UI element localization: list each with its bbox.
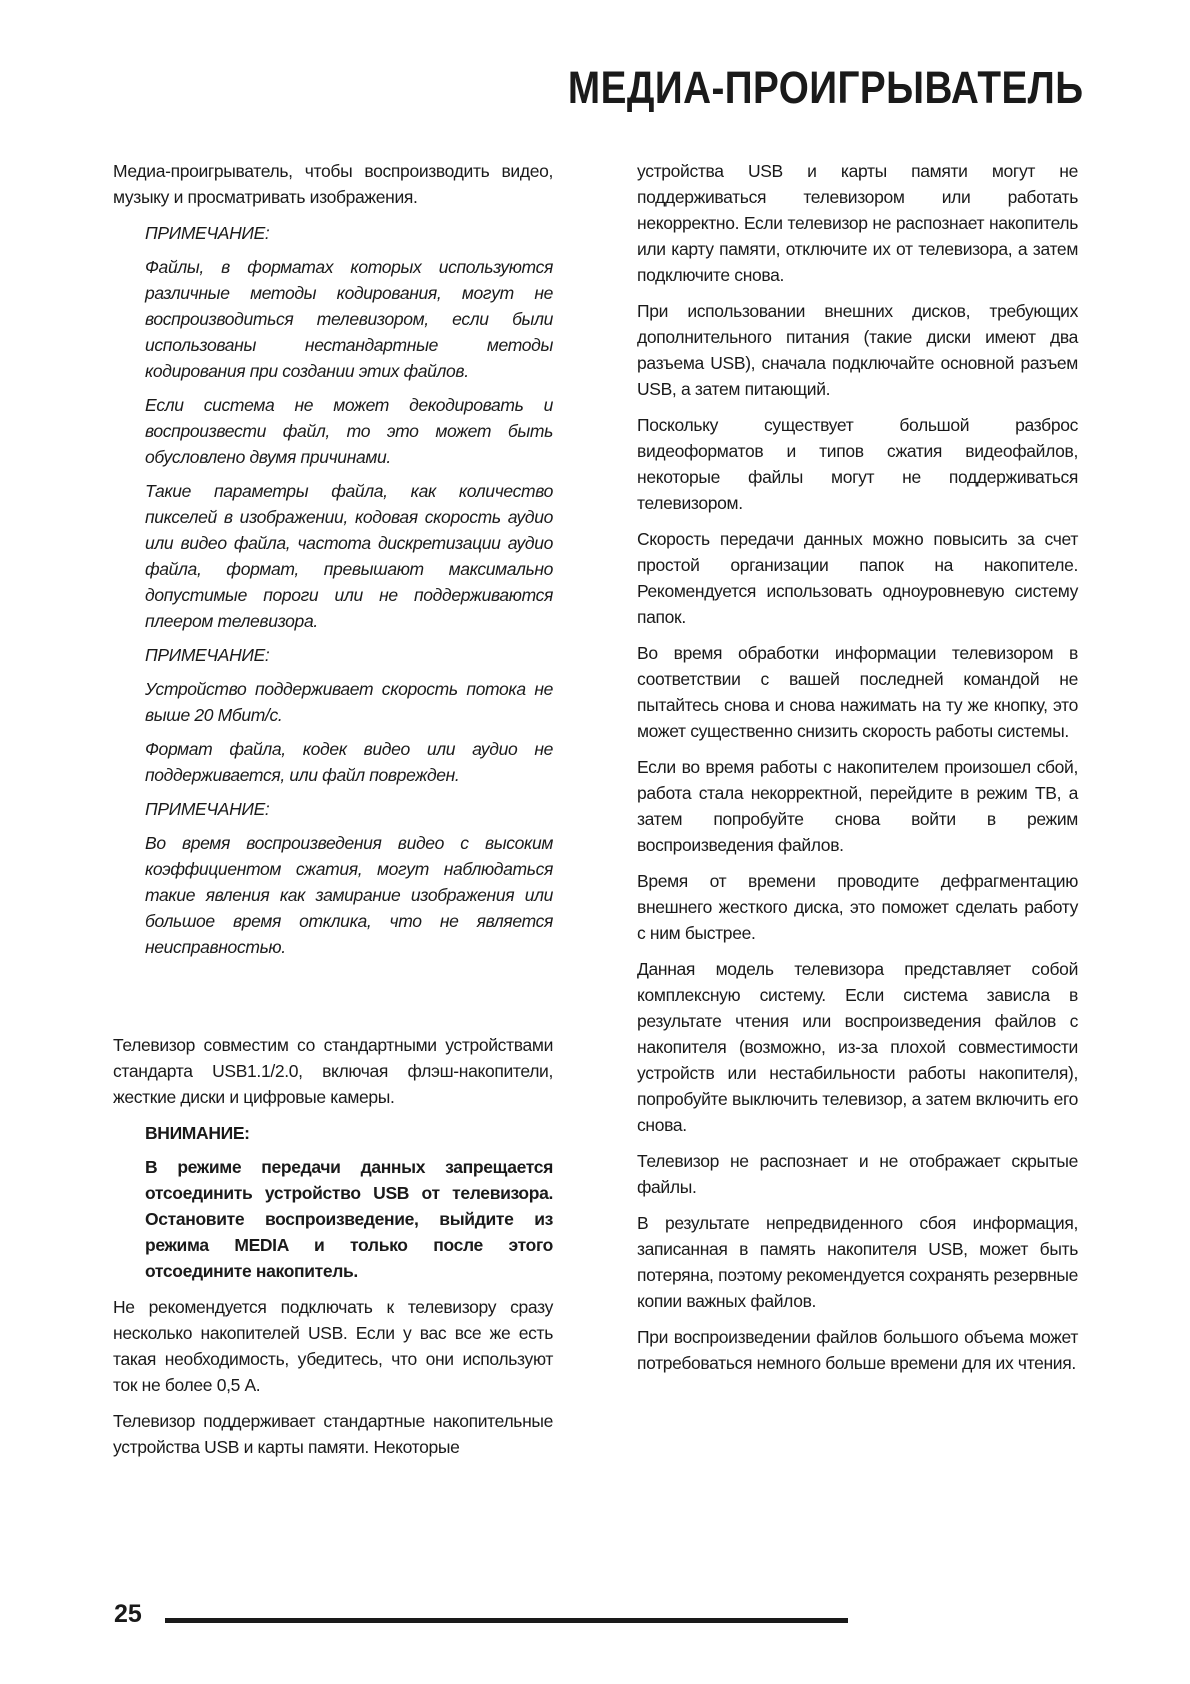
page-number: 25 bbox=[114, 1600, 142, 1628]
warning-block bbox=[113, 1120, 553, 1284]
body-paragraph: устройства USB и карты памяти могут не поддерживаться телевизором или работать некорректно. Если телевизор не распознает накопитель или карту памяти, отключите их от телевизора, а затем подключите снова. bbox=[637, 161, 1078, 285]
warning-label: ВНИМАНИЕ: bbox=[145, 1123, 250, 1143]
body-paragraph: Телевизор не распознает и не отображает скрытые файлы. bbox=[637, 1151, 1078, 1197]
intro-paragraph: Медиа-проигрыватель, чтобы воспроизводить видео, музыку и просматривать изображения. bbox=[113, 161, 553, 207]
body-paragraph: Если во время работы с накопителем произошел сбой, работа стала некорректной, перейдите в режим ТВ, а затем попробуйте снова войти в режим воспроизведения файлов. bbox=[637, 757, 1078, 855]
note-paragraph: Файлы, в форматах которых используются различные методы кодирования, могут не воспроизводиться телевизором, если были использованы нестандартные методы кодирования при создании этих файлов. bbox=[145, 257, 553, 381]
left-column bbox=[113, 158, 553, 1470]
usb-compat-paragraph: Телевизор совместим со стандартными устройствами стандарта USB1.1/2.0, включая флэш-накопители, жесткие диски и цифровые камеры. bbox=[113, 1035, 553, 1107]
page-title: МЕДИА-ПРОИГРЫВАТЕЛЬ bbox=[568, 62, 1084, 113]
section-gap bbox=[113, 968, 553, 1032]
note-label: ПРИМЕЧАНИЕ: bbox=[145, 645, 270, 665]
body-paragraph: При использовании внешних дисков, требующих дополнительного питания (такие диски имеют два разъема USB), сначала подключайте основной разъем USB, а затем питающий. bbox=[637, 301, 1078, 399]
right-column bbox=[637, 158, 1078, 1386]
body-paragraph: Скорость передачи данных можно повысить за счет простой организации папок на накопителе. Рекомендуется использовать одноуровневую систему папок. bbox=[637, 529, 1078, 627]
note-block-3 bbox=[113, 796, 553, 960]
warning-text: В режиме передачи данных запрещается отсоединить устройство USB от телевизора. Остановите воспроизведение, выйдите из режима MEDIA и только после этого отсоедините накопитель. bbox=[145, 1157, 553, 1281]
body-paragraph: Во время обработки информации телевизором в соответствии с вашей последней командой не пытайтесь снова и снова нажимать на ту же кнопку, это может существенно снизить скорость работы системы. bbox=[637, 643, 1078, 741]
note-label: ПРИМЕЧАНИЕ: bbox=[145, 799, 270, 819]
body-paragraph: В результате непредвиденного сбоя информация, записанная в память накопителя USB, может быть потеряна, поэтому рекомендуется сохранять резервные копии важных файлов. bbox=[637, 1213, 1078, 1311]
note-paragraph: Такие параметры файла, как количество пикселей в изображении, кодовая скорость аудио или видео файла, частота дискретизации аудио файла, формат, превышают максимально допустимые пороги или не поддерживаются плеером телевизора. bbox=[145, 481, 553, 631]
note-block-2 bbox=[113, 642, 553, 788]
body-paragraph: Телевизор поддерживает стандартные накопительные устройства USB и карты памяти. Некоторые bbox=[113, 1411, 553, 1457]
body-paragraph: При воспроизведении файлов большого объема может потребоваться немного больше времени для их чтения. bbox=[637, 1327, 1078, 1373]
note-paragraph: Формат файла, кодек видео или аудио не поддерживается, или файл поврежден. bbox=[145, 739, 553, 785]
note-paragraph: Во время воспроизведения видео с высоким коэффициентом сжатия, могут наблюдаться такие явления как замирание изображения или большое время отклика, что не является неисправностью. bbox=[145, 833, 553, 957]
footer-rule bbox=[165, 1618, 848, 1623]
body-paragraph: Данная модель телевизора представляет собой комплексную систему. Если система зависла в результате чтения или воспроизведения файлов с накопителя (возможно, из-за плохой совместимости устройств или нестабильности работы накопителя), попробуйте выключить телевизор, а затем включить его снова. bbox=[637, 959, 1078, 1135]
body-paragraph: Не рекомендуется подключать к телевизору сразу несколько накопителей USB. Если у вас все же есть такая необходимость, убедитесь, что они используют ток не более 0,5 А. bbox=[113, 1297, 553, 1395]
note-paragraph: Устройство поддерживает скорость потока не выше 20 Мбит/с. bbox=[145, 679, 553, 725]
note-block-1 bbox=[113, 220, 553, 634]
note-paragraph: Если система не может декодировать и воспроизвести файл, то это может быть обусловлено двумя причинами. bbox=[145, 395, 553, 467]
body-paragraph: Время от времени проводите дефрагментацию внешнего жесткого диска, это поможет сделать работу с ним быстрее. bbox=[637, 871, 1078, 943]
body-paragraph: Поскольку существует большой разброс видеоформатов и типов сжатия видеофайлов, некоторые файлы могут не поддерживаться телевизором. bbox=[637, 415, 1078, 513]
note-label: ПРИМЕЧАНИЕ: bbox=[145, 223, 270, 243]
